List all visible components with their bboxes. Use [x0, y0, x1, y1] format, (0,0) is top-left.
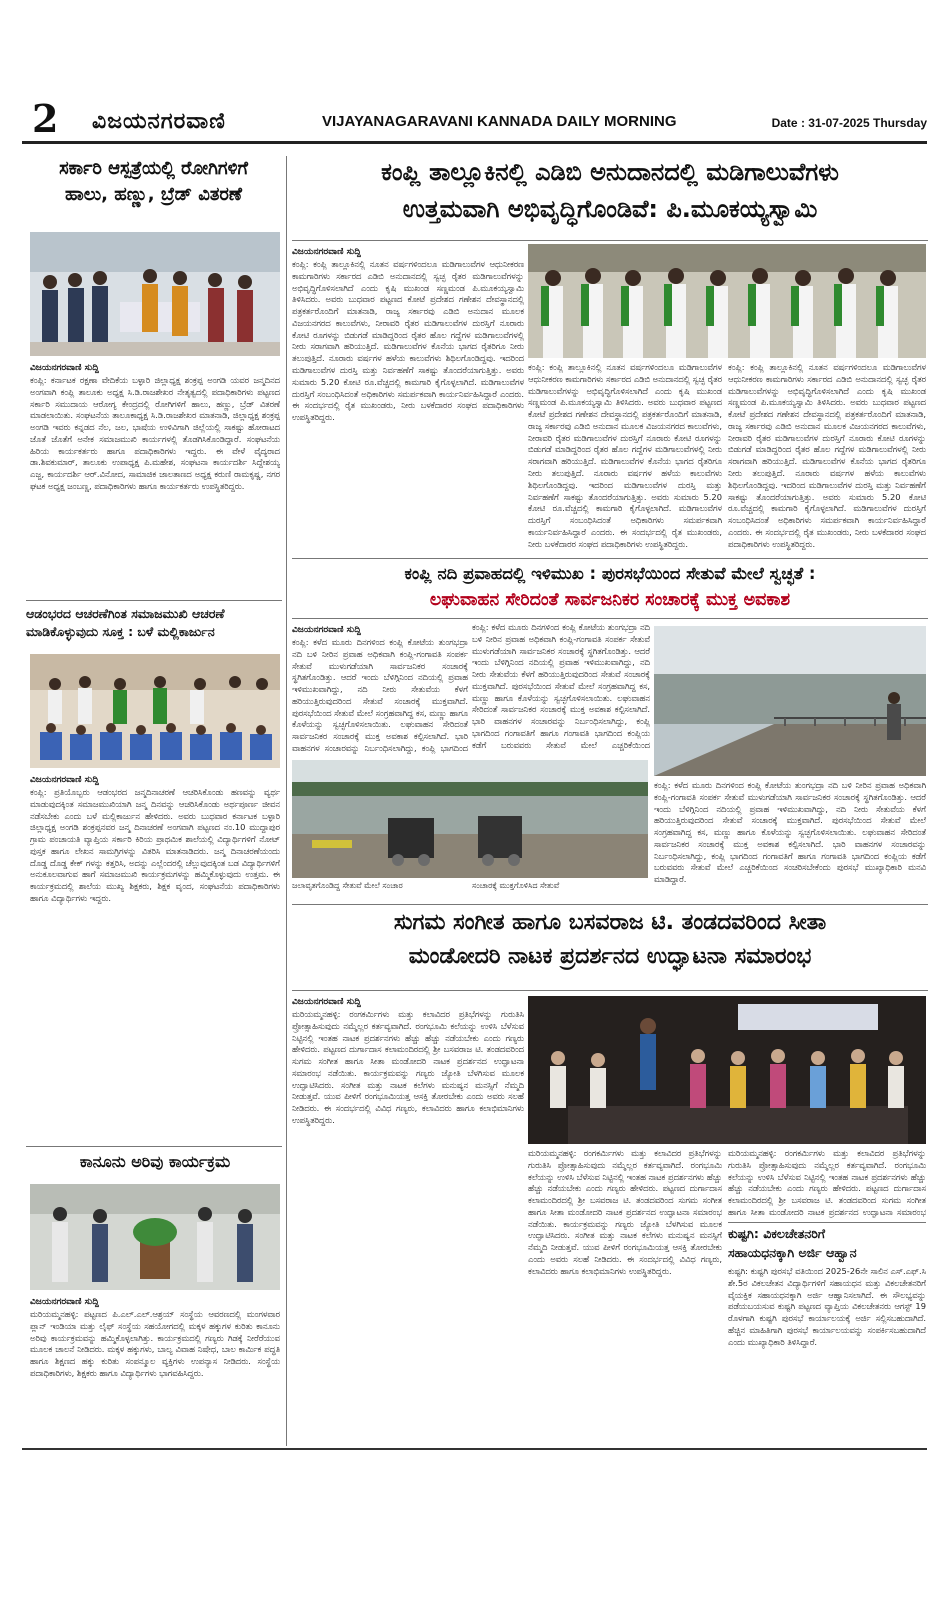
photo-caption: ಸಂಚಾರಕ್ಕೆ ಮುಕ್ತಗೊಳಿಸಿದ ಸೇತುವೆ — [472, 881, 560, 890]
newspaper-title-english: VIJAYANAGARAVANI KANNADA DAILY MORNING — [322, 113, 677, 130]
drama-text-right — [728, 1148, 926, 1218]
article-body-continued: ಕಂಪ್ಲಿ: ಕಳೆದ ಮೂರು ದಿನಗಳಿಂದ ಕಂಪ್ಲಿ ಕೋಟೆಯ ತುಂಗಭದ್ರಾ ನದಿ ಬಳಿ ನೀರಿನ ಪ್ರವಾಹ ಅಧಿಕವಾಗಿ ಕಂಪ್ಲಿ-ಗಂಗಾವತಿ ಸಂಪರ್ಕ ಸೇತುವೆ ಮುಳುಗಡೆಯಾಗಿ ಸಾರ್ವಜನಿಕರ ಸಂಚಾರಕ್ಕೆ ಸ್ಥಗಿತಗೊಂಡಿತ್ತು. ಆದರೆ ಇಂದು ಬೆಳಿಗ್ಗಿನಿಂದ ನದಿಯಲ್ಲಿ ಪ್ರವಾಹ ಇಳಿಮುಖವಾಗಿದ್ದು, ನದಿ ನೀರು ಸೇತುವೆಯ ಕೆಳಗೆ ಹರಿಯುತ್ತಿರುವುದರಿಂದ ಸೇತುವೆ ಸಂಚಾರಕ್ಕೆ ಮುಕ್ತವಾಗಿದೆ. ಪುರಸಭೆಯಿಂದ ಸೇತುವೆ ಮೇಲೆ ಸಂಗ್ರಹವಾಗಿದ್ದ ಕಸ, ಮಣ್ಣು ಹಾಗೂ ಕೊಳೆಯನ್ನು ಸ್ವಚ್ಛಗೊಳಿಸಲಾಯಿತು. ಲಘುವಾಹನ ಸೇರಿದಂತೆ ಸಾರ್ವಜನಿಕರ ಸಂಚಾರಕ್ಕೆ ಮುಕ್ತ ಅವಕಾಶ ಕಲ್ಪಿಸಲಾಗಿದೆ. ಭಾರಿ ವಾಹನಗಳ ಸಂಚಾರವನ್ನು ನಿರ್ಬಂಧಿಸಲಾಗಿದ್ದು, ಕಂಪ್ಲಿ ಭಾಗದಿಂದ ಗಂಗಾವತಿಗೆ ಹಾಗೂ ಗಂಗಾವತಿ ಭಾಗದಿಂದ ಕಂಪ್ಲಿಯ ಕಡೆಗೆ ಬರುವವರು ಸೇತುವೆ ಮೇಲೆ ಎಚ್ಚರಿಕೆಯಿಂದ ಸಂಚರಿಸಬೇಕೆಂದು ಪುರಸಭೆ ಮುಖ್ಯಾಧಿಕಾರಿ ಮನವಿ ಮಾಡಿದ್ದಾರೆ. — [654, 780, 926, 885]
article-bridge — [292, 564, 928, 611]
law-text — [30, 1294, 280, 1449]
hospital-photo — [30, 232, 280, 356]
drama-stage-photo — [528, 996, 926, 1144]
article-body: ಕುಷ್ಟಗಿ: ಕುಷ್ಟಗಿ ಪುರಸಭೆ ವತಿಯಿಂದ 2025-26ನೇ ಸಾಲಿನ ಎಸ್.ಎಫ್.ಸಿ ಶೇ.5ರ ವಿಕಲಚೇತನ ವಿದ್ಯಾರ್ಥಿಗಳಿಗೆ ಸಹಾಯಧನ ಮತ್ತು ವಿಕಲಚೇತನರಿಗೆ ವೈಯಕ್ತಿಕ ಸಹಾಯಧನಕ್ಕಾಗಿ ಅರ್ಜಿ ಆಹ್ವಾನಿಸಲಾಗಿದೆ. ಈ ಸೌಲಭ್ಯವನ್ನು ಪಡೆಯಬಯಸುವ ಕುಷ್ಟಗಿ ಪಟ್ಟಣದ ವ್ಯಾಪ್ತಿಯ ವಿಕಲಚೇತನರು ಆಗಸ್ಟ್ 19 ರೊಳಗಾಗಿ ಕುಷ್ಟಗಿ ಪುರಸಭೆ ಕಾರ್ಯಾಲಯಕ್ಕೆ ಅರ್ಜಿ ಸಲ್ಲಿಸಬಹುದಾಗಿದೆ. ಹೆಚ್ಚಿನ ಮಾಹಿತಿಗಾಗಿ ಪುರಸಭೆ ಕಾರ್ಯಾಲಯವನ್ನು ಸಂಪರ್ಕಿಸಬಹುದಾಗಿದೆ ಎಂದು ಮುಖ್ಯಾಧಿಕಾರಿ ತಿಳಿಸಿದ್ದಾರೆ. — [728, 1266, 926, 1347]
mudigalu-text-right — [728, 362, 926, 552]
law-photo — [30, 1184, 280, 1290]
drama-text-mid — [528, 1148, 722, 1436]
headline-line-1: ಸುಗಮ ಸಂಗೀತ ಹಾಗೂ ಬಸವರಾಜ ಟಿ. ತಂಡದವರಿಂದ ಸೀತಾ — [393, 910, 827, 935]
article-body-continued: ಕಂಪ್ಲಿ: ಕಂಪ್ಲಿ ತಾಲ್ಲೂಕಿನಲ್ಲಿ ನೂತನ ವರ್ಷಗಳಿಂದಲೂ ಮಡಿಗಾಲುವೆಗಳ ಆಧುನೀಕರಣ ಕಾಮಗಾರಿಗಳು ಸರ್ಕಾರದ ಎಡಿಬಿ ಅನುದಾನದಲ್ಲಿ ಸ್ವಚ್ಛ ರೈತರ ಮಡಿಗಾಲುವೆಗಳನ್ನು ಅಭಿವೃದ್ಧಿಗೊಳಿಸಲಾಗಿದೆ ಎಂದು ಕೃಷಿ ಮುಖಂಡ ಸಣ್ಣಮಂಡ ಪಿ.ಮೂಕಯ್ಯಸ್ವಾಮಿ ತಿಳಿಸಿದರು. ಅವರು ಬುಧವಾರ ಪಟ್ಟಣದ ಕೋಟೆ ಪ್ರದೇಶದ ಗಣೇಶನ ದೇವಸ್ಥಾನದಲ್ಲಿ ಪತ್ರಕರ್ತರೊಂದಿಗೆ ಮಾತನಾಡಿ, ರಾಜ್ಯ ಸರ್ಕಾರವು ಎಡಿಬಿ ಅನುದಾನ ಮೂಲಕ ವಿಜಯನಗರದ ಕಾಲುವೆಗಳು, ನೀರಾವರಿ ರೈತರ ಮಡಿಗಾಲುವೆಗಳ ದುರಸ್ತಿಗೆ ನೂರಾರು ಕೋಟಿ ರೂಗಳನ್ನು ಬಿಡುಗಡೆ ಮಾಡಿದ್ದರಿಂದ ರೈತರ ಹೊಲ ಗದ್ದೆಗಳ ಮಡಿಗಾಲುವೆಗಳಲ್ಲಿ ನೀರು ಸರಾಗವಾಗಿ ಹರಿಯುತ್ತಿದೆ. ಮಡಿಗಾಲುವೆಗಳ ಕೊನೆಯ ಭಾಗದ ರೈತರಿಗೂ ನೀರು ತಲುಪುತ್ತಿದೆ. ನೂರಾರು ವರ್ಷಗಳ ಹಳೆಯ ಕಾಲುವೆಗಳು ಶಿಥಿಲಗೊಂಡಿದ್ದವು. ಇದರಿಂದ ಮಡಿಗಾಲುವೆಗಳ ದುರಸ್ತಿ ಮತ್ತು ನಿರ್ವಹಣೆಗೆ ಸಾಕಷ್ಟು ತೊಂದರೆಯಾಗುತ್ತಿತ್ತು. ಅವರು ಸುಮಾರು 5.20 ಕೋಟಿ ರೂ.ವೆಚ್ಚದಲ್ಲಿ ಕಾಮಗಾರಿ ಕೈಗೊಳ್ಳಲಾಗಿದೆ. ಮಡಿಗಾಲುವೆಗಳ ದುರಸ್ತಿಗೆ ಸಂಬಂಧಿಸಿದಂತೆ ಅಧಿಕಾರಿಗಳು ಸಮರ್ಪಕವಾಗಿ ಕಾರ್ಯನಿರ್ವಹಿಸಿದ್ದಾರೆ ಎಂದರು. ಈ ಸಂದರ್ಭದಲ್ಲಿ ರೈತ ಮುಖಂಡರು, ನೀರು ಬಳಕೆದಾರರ ಸಂಘದ ಪದಾಧಿಕಾರಿಗಳು ಉಪಸ್ಥಿತರಿದ್ದರು. — [728, 362, 926, 549]
photo-caption: ಜಲಾವೃತಗೊಂಡಿದ್ದ ಸೇತುವೆ ಮೇಲೆ ಸಂಚಾರ — [292, 881, 403, 890]
headline-line-2: ಮಾಡಿಕೊಳ್ಳುವುದು ಸೂಕ್ತ : ಬಳೆ ಮಲ್ಲಿಕಾರ್ಜುನ — [26, 624, 215, 639]
article-body: ಮರಿಯಮ್ಮನಹಳ್ಳಿ: ರಂಗಕರ್ಮಿಗಳು ಮತ್ತು ಕಲಾವಿದರ ಪ್ರತಿಭೆಗಳನ್ನು ಗುರುತಿಸಿ ಪ್ರೋತ್ಸಾಹಿಸುವುದು ನಮ್ಮೆಲ್ಲರ ಕರ್ತವ್ಯವಾಗಿದೆ. ರಂಗಭೂಮಿ ಕಲೆಯನ್ನು ಉಳಿಸಿ ಬೆಳೆಸುವ ನಿಟ್ಟಿನಲ್ಲಿ ಇಂತಹ ನಾಟಕ ಪ್ರದರ್ಶನಗಳು ಹೆಚ್ಚು ಹೆಚ್ಚು ನಡೆಯಬೇಕು ಎಂದು ಗಣ್ಯರು ಹೇಳಿದರು. ಪಟ್ಟಣದ ದುರ್ಗಾದಾಸ ಕಲಾಮಂದಿರದಲ್ಲಿ ಶ್ರೀ ಬಸವರಾಜ ಟಿ. ತಂಡದವರಿಂದ ಸುಗಮ ಸಂಗೀತ ಹಾಗೂ ಸೀತಾ ಮಂಡೋದರಿ ನಾಟಕ ಪ್ರದರ್ಶನದ ಉದ್ಘಾಟನಾ ಸಮಾರಂಭ ನಡೆಯಿತು. ಕಾರ್ಯಕ್ರಮವನ್ನು ಗಣ್ಯರು ಜ್ಯೋತಿ ಬೆಳಗಿಸುವ ಮೂಲಕ ಉದ್ಘಾಟಿಸಿದರು. ಸಂಗೀತ ಮತ್ತು ನಾಟಕ ಕಲೆಗಳು ಮನುಷ್ಯನ ಮನಸ್ಸಿಗೆ ನೆಮ್ಮದಿ ನೀಡುತ್ತವೆ. ಯುವ ಪೀಳಿಗೆ ರಂಗಭೂಮಿಯತ್ತ ಆಸಕ್ತಿ ತೋರಬೇಕು ಎಂದು ಅವರು ಸಲಹೆ ನೀಡಿದರು. ಈ ಸಂದರ್ಭದಲ್ಲಿ ವಿವಿಧ ಗಣ್ಯರು, ಕಲಾವಿದರು ಹಾಗೂ ಕಲಾಭಿಮಾನಿಗಳು ಉಪಸ್ಥಿತರಿದ್ದರು. — [292, 1009, 524, 1126]
article-body: ಕಂಪ್ಲಿ: ಪ್ರತಿಯೊಬ್ಬರು ಆಡಂಭರದ ಜನ್ಮದಿನಾಚರಣೆ ಆಚರಿಸಿಕೊಂಡು ಹಣವನ್ನು ವ್ಯರ್ಥ ಮಾಡುವುದಕ್ಕಿಂತ ಸಮಾಜಮುಖಿಯಾಗಿ ಜನ್ಮ ದಿನವನ್ನು ಆಚರಿಸಿಕೊಂಡು ಅರ್ಥಪೂರ್ಣ ಜೀವನ ನಡೆಸಬೇಕು ಎಂದು ಬಳೆ ಮಲ್ಲಿಕಾರ್ಜುನ ಹೇಳಿದರು. ಅವರು ಬುಧವಾರ ಕರ್ನಾಟಕ ಬಳ್ಳಾರಿ ಜಿಲ್ಲಾಧ್ಯಕ್ಷ ಅಂಗಡಿ ಶಂಕ್ರಪ್ಪನವರ ಜನ್ಮ ದಿನಾಚರಣೆ ಅಂಗವಾಗಿ ಪಟ್ಟಣದ ನಂ.10 ಮುದ್ದಾಪುರ ಗ್ರಾಮ ಪಂಚಾಯತಿ ವ್ಯಾಪ್ತಿಯ ಸರ್ಕಾರಿ ಕಿರಿಯ ಪ್ರಾಥಮಿಕ ಶಾಲೆಯಲ್ಲಿ ವಿದ್ಯಾರ್ಥಿಗಳಿಗೆ ನೋಟ್ ಪುಸ್ತಕ ಹಾಗೂ ಲೇಖನ ಸಾಮಗ್ರಿಗಳನ್ನು ವಿತರಿಸಿ ಮಾತನಾಡಿದರು. ಜನ್ಮ ದಿನಾಚರಣೆಯಂದು ದೊಡ್ಡ ದೊಡ್ಡ ಕೇಕ್ ಗಳನ್ನು ಕತ್ತರಿಸಿ, ಅದನ್ನು ಎಲ್ಲೆಂದರಲ್ಲಿ ಚೆಲ್ಲುವುದಕ್ಕಿಂತ ಬಡ ವಿದ್ಯಾರ್ಥಿಗಳಿಗೆ ಅನುಕೂಲವಾಗುವ ಹಾಗೆ ಸಮಾಜಮುಖಿ ಕಾರ್ಯಕ್ರಮಗಳನ್ನು ಹಮ್ಮಿಕೊಳ್ಳುವುದು ಉತ್ತಮ. ಈ ಕಾರ್ಯಕ್ರಮದಲ್ಲಿ ಶಾಲೆಯ ಮುಖ್ಯ ಶಿಕ್ಷಕರು, ಶಿಕ್ಷಕ ವೃಂದ, ಸಂಘಟನೆಯ ಪದಾಧಿಕಾರಿಗಳು ಹಾಗೂ ವಿದ್ಯಾರ್ಥಿಗಳು ಇದ್ದರು. — [30, 787, 280, 904]
article-body-continued: ಕಂಪ್ಲಿ: ಕಳೆದ ಮೂರು ದಿನಗಳಿಂದ ಕಂಪ್ಲಿ ಕೋಟೆಯ ತುಂಗಭದ್ರಾ ನದಿ ಬಳಿ ನೀರಿನ ಪ್ರವಾಹ ಅಧಿಕವಾಗಿ ಕಂಪ್ಲಿ-ಗಂಗಾವತಿ ಸಂಪರ್ಕ ಸೇತುವೆ ಮುಳುಗಡೆಯಾಗಿ ಸಾರ್ವಜನಿಕರ ಸಂಚಾರಕ್ಕೆ ಸ್ಥಗಿತಗೊಂಡಿತ್ತು. ಆದರೆ ಇಂದು ಬೆಳಿಗ್ಗಿನಿಂದ ನದಿಯಲ್ಲಿ ಪ್ರವಾಹ ಇಳಿಮುಖವಾಗಿದ್ದು, ನದಿ ನೀರು ಸೇತುವೆಯ ಕೆಳಗೆ ಹರಿಯುತ್ತಿರುವುದರಿಂದ ಸೇತುವೆ ಸಂಚಾರಕ್ಕೆ ಮುಕ್ತವಾಗಿದೆ. ಪುರಸಭೆಯಿಂದ ಸೇತುವೆ ಮೇಲೆ ಸಂಗ್ರಹವಾಗಿದ್ದ ಕಸ, ಮಣ್ಣು ಹಾಗೂ ಕೊಳೆಯನ್ನು ಸ್ವಚ್ಛಗೊಳಿಸಲಾಯಿತು. ಲಘುವಾಹನ ಸೇರಿದಂತೆ ಸಾರ್ವಜನಿಕರ ಸಂಚಾರಕ್ಕೆ ಮುಕ್ತ ಅವಕಾಶ ಕಲ್ಪಿಸಲಾಗಿದೆ. ಭಾರಿ ವಾಹನಗಳ ಸಂಚಾರವನ್ನು ನಿರ್ಬಂಧಿಸಲಾಗಿದ್ದು, ಕಂಪ್ಲಿ ಭಾಗದಿಂದ ಗಂಗಾವತಿಗೆ ಹಾಗೂ ಗಂಗಾವತಿ ಭಾಗದಿಂದ ಕಂಪ್ಲಿಯ ಕಡೆಗೆ ಬರುವವರು ಸೇತುವೆ ಮೇಲೆ ಎಚ್ಚರಿಕೆಯಿಂದ — [472, 622, 650, 750]
bridge-caption-right — [472, 880, 650, 891]
byline: ವಿಜಯನಗರವಾಣಿ ಸುದ್ದಿ — [292, 997, 361, 1007]
issue-date: Date : 31-07-2025 Thursday — [771, 116, 927, 130]
headline-line-1: ಕುಷ್ಟಗಿ: ವಿಕಲಚೇತನರಿಗೆ — [728, 1226, 826, 1241]
article-law — [26, 1152, 284, 1171]
drama-text-left — [292, 994, 524, 1451]
headline-line-1: ಕಂಪ್ಲಿ ನದಿ ಪ್ರವಾಹದಲ್ಲಿ ಇಳಿಮುಖ : ಪುರಸಭೆಯಿಂದ ಸೇತುವೆ ಮೇಲೆ ಸ್ವಚ್ಛತೆ : — [404, 564, 816, 583]
headline-line-2: ಉತ್ತಮವಾಗಿ ಅಭಿವೃದ್ಧಿಗೊಂಡಿವೆ: ಪಿ.ಮೂಕಯ್ಯಸ್ವಾಮಿ — [402, 194, 818, 223]
page-number: 2 — [32, 96, 59, 141]
headline-line-2: ಲಘುವಾಹನ ಸೇರಿದಂತೆ ಸಾರ್ವಜನಿಕರ ಸಂಚಾರಕ್ಕೆ ಮುಕ್ತ ಅವಕಾಶ — [429, 589, 791, 610]
article-hospital — [26, 158, 281, 205]
article-body-continued: ಮರಿಯಮ್ಮನಹಳ್ಳಿ: ರಂಗಕರ್ಮಿಗಳು ಮತ್ತು ಕಲಾವಿದರ ಪ್ರತಿಭೆಗಳನ್ನು ಗುರುತಿಸಿ ಪ್ರೋತ್ಸಾಹಿಸುವುದು ನಮ್ಮೆಲ್ಲರ ಕರ್ತವ್ಯವಾಗಿದೆ. ರಂಗಭೂಮಿ ಕಲೆಯನ್ನು ಉಳಿಸಿ ಬೆಳೆಸುವ ನಿಟ್ಟಿನಲ್ಲಿ ಇಂತಹ ನಾಟಕ ಪ್ರದರ್ಶನಗಳು ಹೆಚ್ಚು ಹೆಚ್ಚು ನಡೆಯಬೇಕು ಎಂದು ಗಣ್ಯರು ಹೇಳಿದರು. ಪಟ್ಟಣದ ದುರ್ಗಾದಾಸ ಕಲಾಮಂದಿರದಲ್ಲಿ ಶ್ರೀ ಬಸವರಾಜ ಟಿ. ತಂಡದವರಿಂದ ಸುಗಮ ಸಂಗೀತ ಹಾಗೂ ಸೀತಾ ಮಂಡೋದರಿ ನಾಟಕ ಪ್ರದರ್ಶನದ ಉದ್ಘಾಟನಾ ಸಮಾರಂಭ — [728, 1148, 926, 1217]
mudigalu-text-mid — [528, 362, 722, 552]
bridge-text-mid — [472, 622, 650, 752]
byline: ವಿಜಯನಗರವಾಣಿ ಸುದ್ದಿ — [30, 775, 99, 785]
headline-line-1: ಸರ್ಕಾರಿ ಆಸ್ಪತ್ರೆಯಲ್ಲಿ ರೋಗಿಗಳಿಗೆ — [59, 158, 248, 179]
article-social — [26, 606, 284, 639]
bridge-caption-left — [292, 880, 468, 891]
school-photo — [30, 654, 280, 768]
byline: ವಿಜಯನಗರವಾಣಿ ಸುದ್ದಿ — [292, 625, 361, 635]
farmers-group-photo — [528, 244, 926, 358]
newspaper-title-kannada: ವಿಜಯನಗರವಾಣಿ — [92, 108, 226, 134]
article-disabled-aid — [728, 1226, 926, 1436]
bridge-text-left — [292, 622, 468, 755]
byline: ವಿಜಯನಗರವಾಣಿ ಸುದ್ದಿ — [292, 247, 361, 257]
byline: ವಿಜಯನಗರವಾಣಿ ಸುದ್ದಿ — [30, 363, 99, 373]
hospital-text — [30, 360, 280, 607]
article-body: ಕಂಪ್ಲಿ: ಕಂಪ್ಲಿ ತಾಲ್ಲೂಕಿನಲ್ಲಿ ನೂತನ ವರ್ಷಗಳಿಂದಲೂ ಮಡಿಗಾಲುವೆಗಳ ಆಧುನೀಕರಣ ಕಾಮಗಾರಿಗಳು ಸರ್ಕಾರದ ಎಡಿಬಿ ಅನುದಾನದಲ್ಲಿ ಸ್ವಚ್ಛ ರೈತರ ಮಡಿಗಾಲುವೆಗಳನ್ನು ಅಭಿವೃದ್ಧಿಗೊಳಿಸಲಾಗಿದೆ ಎಂದು ಕೃಷಿ ಮುಖಂಡ ಸಣ್ಣಮಂಡ ಪಿ.ಮೂಕಯ್ಯಸ್ವಾಮಿ ತಿಳಿಸಿದರು. ಅವರು ಬುಧವಾರ ಪಟ್ಟಣದ ಕೋಟೆ ಪ್ರದೇಶದ ಗಣೇಶನ ದೇವಸ್ಥಾನದಲ್ಲಿ ಪತ್ರಕರ್ತರೊಂದಿಗೆ ಮಾತನಾಡಿ, ರಾಜ್ಯ ಸರ್ಕಾರವು ಎಡಿಬಿ ಅನುದಾನ ಮೂಲಕ ವಿಜಯನಗರದ ಕಾಲುವೆಗಳು, ನೀರಾವರಿ ರೈತರ ಮಡಿಗಾಲುವೆಗಳ ದುರಸ್ತಿಗೆ ನೂರಾರು ಕೋಟಿ ರೂಗಳನ್ನು ಬಿಡುಗಡೆ ಮಾಡಿದ್ದರಿಂದ ರೈತರ ಹೊಲ ಗದ್ದೆಗಳ ಮಡಿಗಾಲುವೆಗಳಲ್ಲಿ ನೀರು ಸರಾಗವಾಗಿ ಹರಿಯುತ್ತಿದೆ. ಮಡಿಗಾಲುವೆಗಳ ಕೊನೆಯ ಭಾಗದ ರೈತರಿಗೂ ನೀರು ತಲುಪುತ್ತಿದೆ. ನೂರಾರು ವರ್ಷಗಳ ಹಳೆಯ ಕಾಲುವೆಗಳು ಶಿಥಿಲಗೊಂಡಿದ್ದವು. ಇದರಿಂದ ಮಡಿಗಾಲುವೆಗಳ ದುರಸ್ತಿ ಮತ್ತು ನಿರ್ವಹಣೆಗೆ ಸಾಕಷ್ಟು ತೊಂದರೆಯಾಗುತ್ತಿತ್ತು. ಅವರು ಸುಮಾರು 5.20 ಕೋಟಿ ರೂ.ವೆಚ್ಚದಲ್ಲಿ ಕಾಮಗಾರಿ ಕೈಗೊಳ್ಳಲಾಗಿದೆ. ಮಡಿಗಾಲುವೆಗಳ ದುರಸ್ತಿಗೆ ಸಂಬಂಧಿಸಿದಂತೆ ಅಧಿಕಾರಿಗಳು ಸಮರ್ಪಕವಾಗಿ ಕಾರ್ಯನಿರ್ವಹಿಸಿದ್ದಾರೆ ಎಂದರು. ಈ ಸಂದರ್ಭದಲ್ಲಿ ರೈತ ಮುಖಂಡರು, ನೀರು ಬಳಕೆದಾರರ ಸಂಘದ ಪದಾಧಿಕಾರಿಗಳು ಉಪಸ್ಥಿತರಿದ್ದರು. — [292, 259, 524, 423]
bridge-text-right — [654, 780, 926, 896]
page-bottom-rule — [22, 1448, 927, 1450]
headline-line-2: ಮಂಡೋದರಿ ನಾಟಕ ಪ್ರದರ್ಶನದ ಉದ್ಘಾಟನಾ ಸಮಾರಂಭ — [408, 944, 812, 970]
byline: ವಿಜಯನಗರವಾಣಿ ಸುದ್ದಿ — [30, 1297, 99, 1307]
article-body: ಕಂಪ್ಲಿ: ಕರ್ನಾಟಕ ರಕ್ಷಣಾ ವೇದಿಕೆಯ ಬಳ್ಳಾರಿ ಜಿಲ್ಲಾಧ್ಯಕ್ಷ ಶಂಕ್ರಪ್ಪ ಅಂಗಡಿ ಯವರ ಜನ್ಮದಿನದ ಅಂಗವಾಗಿ ಕಂಪ್ಲಿ ತಾಲೂಕು ಅಧ್ಯಕ್ಷ ಸಿ.ಡಿ.ರಾಜಶೇಖರ ನೇತೃತ್ವದಲ್ಲಿ ಪದಾಧಿಕಾರಿಗಳು ಪಟ್ಟಣದ ಸರ್ಕಾರಿ ಸಮುದಾಯ ಆರೋಗ್ಯ ಕೇಂದ್ರದಲ್ಲಿ ರೋಗಿಗಳಿಗೆ ಹಾಲು, ಹಣ್ಣು, ಬ್ರೆಡ್ ವಿತರಣೆ ಮಾಡಲಾಯಿತು. ಸಂಘಟನೆಯ ತಾಲೂಕಾಧ್ಯಕ್ಷ ಸಿ.ಡಿ.ರಾಜಶೇಖರ ಮಾತನಾಡಿ, ಜಿಲ್ಲಾಧ್ಯಕ್ಷ ಶಂಕ್ರಪ್ಪ ಅಂಗಡಿ ಇವರು ಕನ್ನಡದ ನೆಲ, ಜಲ, ಭಾಷೆಯ ಉಳಿವಿಗಾಗಿ ಜಿಲ್ಲೆಯಲ್ಲಿ ಸಾಕಷ್ಟು ಹೋರಾಟದ ಜೊತೆ ಜೊತೆಗೆ ಅನೇಕ ಸಮಾಜಮುಖಿ ಕಾರ್ಯಗಳಲ್ಲಿ ತೊಡಗಿಸಿಕೊಂಡಿದ್ದಾರೆ. ಸಂಘಟನೆಯ ಹಿರಿಯ ಕಾರ್ಯಕರ್ತರು ಹಾಗೂ ಪದಾಧಿಕಾರಿಗಳು ಇದ್ದರು. ಈ ವೇಳೆ ವೈದ್ಯರಾದ ಡಾ.ಶಿವಕುಮಾರ್, ತಾಲೂಕು ಉಪಾಧ್ಯಕ್ಷ ಪಿ.ಮಹೇಶ, ಸಂಘಟನಾ ಕಾರ್ಯದರ್ಶಿ ಸಿದ್ದೇಶಯ್ಯ ಎಜ್ಜ, ಕಾರ್ಯದರ್ಶಿ ಆರ್.ವಿನೋದ, ಸಾಮಾಜಿಕ ಜಾಲತಾಣದ ಅಧ್ಯಕ್ಷ ಕರುಣಿ ರಾಮಕೃಷ್ಣ, ನಗರ ಘಟಕ ಅಧ್ಯಕ್ಷ ಜಂಬಣ್ಣ, ಪದಾಧಿಕಾರಿಗಳು ಹಾಗೂ ಕಾರ್ಯಕರ್ತರು ಉಪಸ್ಥಿತರಿದ್ದರು. — [30, 375, 280, 492]
headline-line-2: ಸಹಾಯಧನಕ್ಕಾಗಿ ಅರ್ಜಿ ಆಹ್ವಾನ — [728, 1245, 857, 1260]
headline: ಕಾನೂನು ಅರಿವು ಕಾರ್ಯಕ್ರಮ — [79, 1152, 231, 1171]
mudigalu-text-left — [292, 244, 524, 567]
headline-line-2: ಹಾಲು, ಹಣ್ಣು, ಬ್ರೆಡ್ ವಿತರಣೆ — [64, 183, 243, 205]
column-divider — [286, 156, 287, 1446]
article-body: ಕಂಪ್ಲಿ: ಕಳೆದ ಮೂರು ದಿನಗಳಿಂದ ಕಂಪ್ಲಿ ಕೋಟೆಯ ತುಂಗಭದ್ರಾ ನದಿ ಬಳಿ ನೀರಿನ ಪ್ರವಾಹ ಅಧಿಕವಾಗಿ ಕಂಪ್ಲಿ-ಗಂಗಾವತಿ ಸಂಪರ್ಕ ಸೇತುವೆ ಮುಳುಗಡೆಯಾಗಿ ಸಾರ್ವಜನಿಕರ ಸಂಚಾರಕ್ಕೆ ಸ್ಥಗಿತಗೊಂಡಿತ್ತು. ಆದರೆ ಇಂದು ಬೆಳಿಗ್ಗಿನಿಂದ ನದಿಯಲ್ಲಿ ಪ್ರವಾಹ ಇಳಿಮುಖವಾಗಿದ್ದು, ನದಿ ನೀರು ಸೇತುವೆಯ ಕೆಳಗೆ ಹರಿಯುತ್ತಿರುವುದರಿಂದ ಸೇತುವೆ ಸಂಚಾರಕ್ಕೆ ಮುಕ್ತವಾಗಿದೆ. ಪುರಸಭೆಯಿಂದ ಸೇತುವೆ ಮೇಲೆ ಸಂಗ್ರಹವಾಗಿದ್ದ ಕಸ, ಮಣ್ಣು ಹಾಗೂ ಕೊಳೆಯನ್ನು ಸ್ವಚ್ಛಗೊಳಿಸಲಾಯಿತು. ಲಘುವಾಹನ ಸೇರಿದಂತೆ ಸಾರ್ವಜನಿಕರ ಸಂಚಾರಕ್ಕೆ ಮುಕ್ತ ಅವಕಾಶ ಕಲ್ಪಿಸಲಾಗಿದೆ. ಭಾರಿ ವಾಹನಗಳ ಸಂಚಾರವನ್ನು ನಿರ್ಬಂಧಿಸಲಾಗಿದ್ದು, ಕಂಪ್ಲಿ ಭಾಗದಿಂದ — [292, 637, 468, 754]
masthead — [22, 96, 927, 144]
bridge-cleaning-photo — [654, 626, 926, 776]
article-body-continued: ಮರಿಯಮ್ಮನಹಳ್ಳಿ: ರಂಗಕರ್ಮಿಗಳು ಮತ್ತು ಕಲಾವಿದರ ಪ್ರತಿಭೆಗಳನ್ನು ಗುರುತಿಸಿ ಪ್ರೋತ್ಸಾಹಿಸುವುದು ನಮ್ಮೆಲ್ಲರ ಕರ್ತವ್ಯವಾಗಿದೆ. ರಂಗಭೂಮಿ ಕಲೆಯನ್ನು ಉಳಿಸಿ ಬೆಳೆಸುವ ನಿಟ್ಟಿನಲ್ಲಿ ಇಂತಹ ನಾಟಕ ಪ್ರದರ್ಶನಗಳು ಹೆಚ್ಚು ಹೆಚ್ಚು ನಡೆಯಬೇಕು ಎಂದು ಗಣ್ಯರು ಹೇಳಿದರು. ಪಟ್ಟಣದ ದುರ್ಗಾದಾಸ ಕಲಾಮಂದಿರದಲ್ಲಿ ಶ್ರೀ ಬಸವರಾಜ ಟಿ. ತಂಡದವರಿಂದ ಸುಗಮ ಸಂಗೀತ ಹಾಗೂ ಸೀತಾ ಮಂಡೋದರಿ ನಾಟಕ ಪ್ರದರ್ಶನದ ಉದ್ಘಾಟನಾ ಸಮಾರಂಭ ನಡೆಯಿತು. ಕಾರ್ಯಕ್ರಮವನ್ನು ಗಣ್ಯರು ಜ್ಯೋತಿ ಬೆಳಗಿಸುವ ಮೂಲಕ ಉದ್ಘಾಟಿಸಿದರು. ಸಂಗೀತ ಮತ್ತು ನಾಟಕ ಕಲೆಗಳು ಮನುಷ್ಯನ ಮನಸ್ಸಿಗೆ ನೆಮ್ಮದಿ ನೀಡುತ್ತವೆ. ಯುವ ಪೀಳಿಗೆ ರಂಗಭೂಮಿಯತ್ತ ಆಸಕ್ತಿ ತೋರಬೇಕು ಎಂದು ಅವರು ಸಲಹೆ ನೀಡಿದರು. ಈ ಸಂದರ್ಭದಲ್ಲಿ ವಿವಿಧ ಗಣ್ಯರು, ಕಲಾವಿದರು ಹಾಗೂ ಕಲಾಭಿಮಾನಿಗಳು ಉಪಸ್ಥಿತರಿದ್ದರು. — [528, 1148, 722, 1276]
article-mudigalu — [292, 158, 928, 224]
social-text — [30, 772, 280, 1147]
article-body-continued: ಕಂಪ್ಲಿ: ಕಂಪ್ಲಿ ತಾಲ್ಲೂಕಿನಲ್ಲಿ ನೂತನ ವರ್ಷಗಳಿಂದಲೂ ಮಡಿಗಾಲುವೆಗಳ ಆಧುನೀಕರಣ ಕಾಮಗಾರಿಗಳು ಸರ್ಕಾರದ ಎಡಿಬಿ ಅನುದಾನದಲ್ಲಿ ಸ್ವಚ್ಛ ರೈತರ ಮಡಿಗಾಲುವೆಗಳನ್ನು ಅಭಿವೃದ್ಧಿಗೊಳಿಸಲಾಗಿದೆ ಎಂದು ಕೃಷಿ ಮುಖಂಡ ಸಣ್ಣಮಂಡ ಪಿ.ಮೂಕಯ್ಯಸ್ವಾಮಿ ತಿಳಿಸಿದರು. ಅವರು ಬುಧವಾರ ಪಟ್ಟಣದ ಕೋಟೆ ಪ್ರದೇಶದ ಗಣೇಶನ ದೇವಸ್ಥಾನದಲ್ಲಿ ಪತ್ರಕರ್ತರೊಂದಿಗೆ ಮಾತನಾಡಿ, ರಾಜ್ಯ ಸರ್ಕಾರವು ಎಡಿಬಿ ಅನುದಾನ ಮೂಲಕ ವಿಜಯನಗರದ ಕಾಲುವೆಗಳು, ನೀರಾವರಿ ರೈತರ ಮಡಿಗಾಲುವೆಗಳ ದುರಸ್ತಿಗೆ ನೂರಾರು ಕೋಟಿ ರೂಗಳನ್ನು ಬಿಡುಗಡೆ ಮಾಡಿದ್ದರಿಂದ ರೈತರ ಹೊಲ ಗದ್ದೆಗಳ ಮಡಿಗಾಲುವೆಗಳಲ್ಲಿ ನೀರು ಸರಾಗವಾಗಿ ಹರಿಯುತ್ತಿದೆ. ಮಡಿಗಾಲುವೆಗಳ ಕೊನೆಯ ಭಾಗದ ರೈತರಿಗೂ ನೀರು ತಲುಪುತ್ತಿದೆ. ನೂರಾರು ವರ್ಷಗಳ ಹಳೆಯ ಕಾಲುವೆಗಳು ಶಿಥಿಲಗೊಂಡಿದ್ದವು. ಇದರಿಂದ ಮಡಿಗಾಲುವೆಗಳ ದುರಸ್ತಿ ಮತ್ತು ನಿರ್ವಹಣೆಗೆ ಸಾಕಷ್ಟು ತೊಂದರೆಯಾಗುತ್ತಿತ್ತು. ಅವರು ಸುಮಾರು 5.20 ಕೋಟಿ ರೂ.ವೆಚ್ಚದಲ್ಲಿ ಕಾಮಗಾರಿ ಕೈಗೊಳ್ಳಲಾಗಿದೆ. ಮಡಿಗಾಲುವೆಗಳ ದುರಸ್ತಿಗೆ ಸಂಬಂಧಿಸಿದಂತೆ ಅಧಿಕಾರಿಗಳು ಸಮರ್ಪಕವಾಗಿ ಕಾರ್ಯನಿರ್ವಹಿಸಿದ್ದಾರೆ ಎಂದರು. ಈ ಸಂದರ್ಭದಲ್ಲಿ ರೈತ ಮುಖಂಡರು, ನೀರು ಬಳಕೆದಾರರ ಸಂಘದ ಪದಾಧಿಕಾರಿಗಳು ಉಪಸ್ಥಿತರಿದ್ದರು. — [528, 362, 722, 549]
headline-line-1: ಆಡಂಭರದ ಆಚರಣೆಗಿಂತ ಸಮಾಜಮುಖಿ ಆಚರಣೆ — [26, 606, 225, 621]
article-body: ಮರಿಯಮ್ಮನಹಳ್ಳಿ: ಪಟ್ಟಣದ ಪಿ.ಎಲ್.ಎಲ್.ಆಶ್ರಯ್ ಸಂಸ್ಥೆಯ ಆವರಣದಲ್ಲಿ ಮಂಗಳವಾರ ಪ್ಲಾನ್ ಇಂಡಿಯಾ ಮತ್ತು ಲೈಫ್ ಸಂಸ್ಥೆಯ ಸಹಯೋಗದಲ್ಲಿ ಮಕ್ಕಳ ಹಕ್ಕುಗಳ ಕುರಿತು ಕಾನೂನು ಅರಿವು ಕಾರ್ಯಕ್ರಮವನ್ನು ಹಮ್ಮಿಕೊಳ್ಳಲಾಗಿತ್ತು. ಕಾರ್ಯಕ್ರಮದಲ್ಲಿ ಗಣ್ಯರು ಗಿಡಕ್ಕೆ ನೀರೆರೆಯುವ ಮೂಲಕ ಚಾಲನೆ ನೀಡಿದರು. ಮಕ್ಕಳ ಹಕ್ಕುಗಳು, ಬಾಲ್ಯ ವಿವಾಹ ನಿಷೇಧ, ಬಾಲ ಕಾರ್ಮಿಕ ಪದ್ಧತಿ ಹಾಗೂ ಶಿಕ್ಷಣದ ಹಕ್ಕು ಕುರಿತು ಸಂಪನ್ಮೂಲ ವ್ಯಕ್ತಿಗಳು ಉಪನ್ಯಾಸ ನೀಡಿದರು. ಸಂಸ್ಥೆಯ ಪದಾಧಿಕಾರಿಗಳು, ಶಿಕ್ಷಕರು ಹಾಗೂ ವಿದ್ಯಾರ್ಥಿಗಳು ಭಾಗವಹಿಸಿದ್ದರು. — [30, 1309, 280, 1378]
headline-line-1: ಕಂಪ್ಲಿ ತಾಲ್ಲೂಕಿನಲ್ಲಿ ಎಡಿಬಿ ಅನುದಾನದಲ್ಲಿ ಮಡಿಗಾಲುವೆಗಳು — [381, 158, 839, 186]
article-drama — [292, 910, 928, 971]
flooded-bridge-photo — [292, 760, 648, 878]
